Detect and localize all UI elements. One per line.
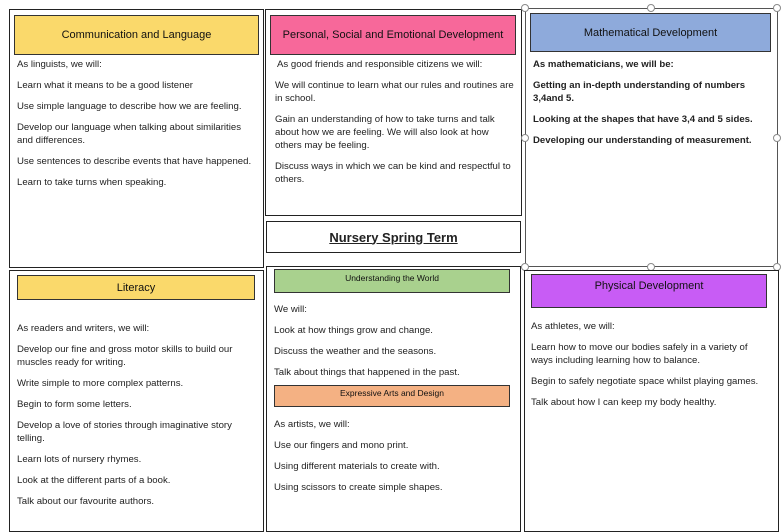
pse-text: [275, 58, 515, 186]
communication-language-intro: As linguists, we will:: [17, 59, 102, 70]
list-item: Write simple to more complex patterns.: [17, 378, 184, 389]
list-item: Using scissors to create simple shapes.: [274, 482, 443, 493]
literacy-intro: As readers and writers, we will:: [17, 323, 150, 334]
physical-development-text: [531, 320, 771, 409]
math-header: Mathematical Development: [530, 13, 771, 52]
understanding-world-text: [274, 303, 514, 379]
physical-development-header: Physical Development: [531, 274, 767, 308]
list-item: Developing our understanding of measurement.: [533, 135, 752, 146]
resize-handle-mid-right[interactable]: [773, 134, 781, 142]
list-item: Talk about how I can keep my body healthy.: [531, 397, 717, 408]
list-item: Discuss the weather and the seasons.: [274, 346, 437, 357]
list-item: Develop our language when talking about similarities and differences.: [17, 122, 241, 146]
resize-handle-mid-left[interactable]: [521, 134, 529, 142]
list-item: Look at the different parts of a book.: [17, 475, 171, 486]
expressive-arts-intro: As artists, we will:: [274, 419, 350, 430]
list-item: Look at how things grow and change.: [274, 325, 433, 336]
page-title: Nursery Spring Term: [329, 229, 458, 245]
understanding-world-header: Understanding the World: [274, 269, 510, 293]
literacy-text: [17, 322, 257, 508]
list-item: Begin to form some letters.: [17, 399, 132, 410]
math-text: [533, 58, 773, 147]
expressive-arts-header: Expressive Arts and Design: [274, 385, 510, 407]
communication-language-text: [17, 58, 257, 189]
physical-development-intro: As athletes, we will:: [531, 321, 615, 332]
resize-handle-top-left[interactable]: [521, 4, 529, 12]
list-item: Learn how to move our bodies safely in a variety of ways including learning how to balance.: [531, 342, 748, 366]
list-item: Develop a love of stories through imaginative story telling.: [17, 420, 232, 444]
list-item: Use sentences to describe events that have happened.: [17, 156, 252, 167]
list-item: Learn lots of nursery rhymes.: [17, 454, 142, 465]
understanding-world-intro: We will:: [274, 304, 307, 315]
list-item: Gain an understanding of how to take turns and talk about how we are feeling. We will also look at how others may be feeling.: [275, 114, 495, 151]
expressive-arts-text: [274, 418, 514, 494]
resize-handle-top-right[interactable]: [773, 4, 781, 12]
list-item: Talk about things that happened in the past.: [274, 367, 460, 378]
list-item: Talk about our favourite authors.: [17, 496, 155, 507]
pse-header: Personal, Social and Emotional Development: [270, 15, 516, 55]
list-item: Discuss ways in which we can be kind and respectful to others.: [275, 161, 511, 185]
list-item: Looking at the shapes that have 3,4 and 5 sides.: [533, 114, 753, 125]
page-title-box: [266, 221, 521, 253]
list-item: Learn what it means to be a good listener: [17, 80, 193, 91]
list-item: Learn to take turns when speaking.: [17, 177, 167, 188]
list-item: Using different materials to create with.: [274, 461, 440, 472]
list-item: Begin to safely negotiate space whilst playing games.: [531, 376, 759, 387]
list-item: We will continue to learn what our rules and routines are in school.: [275, 80, 514, 104]
resize-handle-top-mid[interactable]: [647, 4, 655, 12]
list-item: Develop our fine and gross motor skills to build our muscles ready for writing.: [17, 344, 233, 368]
list-item: Use simple language to describe how we are feeling.: [17, 101, 242, 112]
pse-intro: As good friends and responsible citizens we will:: [277, 59, 483, 70]
math-intro: As mathematicians, we will be:: [533, 59, 674, 70]
communication-language-header: Communication and Language: [14, 15, 259, 55]
literacy-header: Literacy: [17, 275, 255, 300]
list-item: Getting an in-depth understanding of numbers 3,4and 5.: [533, 80, 746, 104]
list-item: Use our fingers and mono print.: [274, 440, 409, 451]
